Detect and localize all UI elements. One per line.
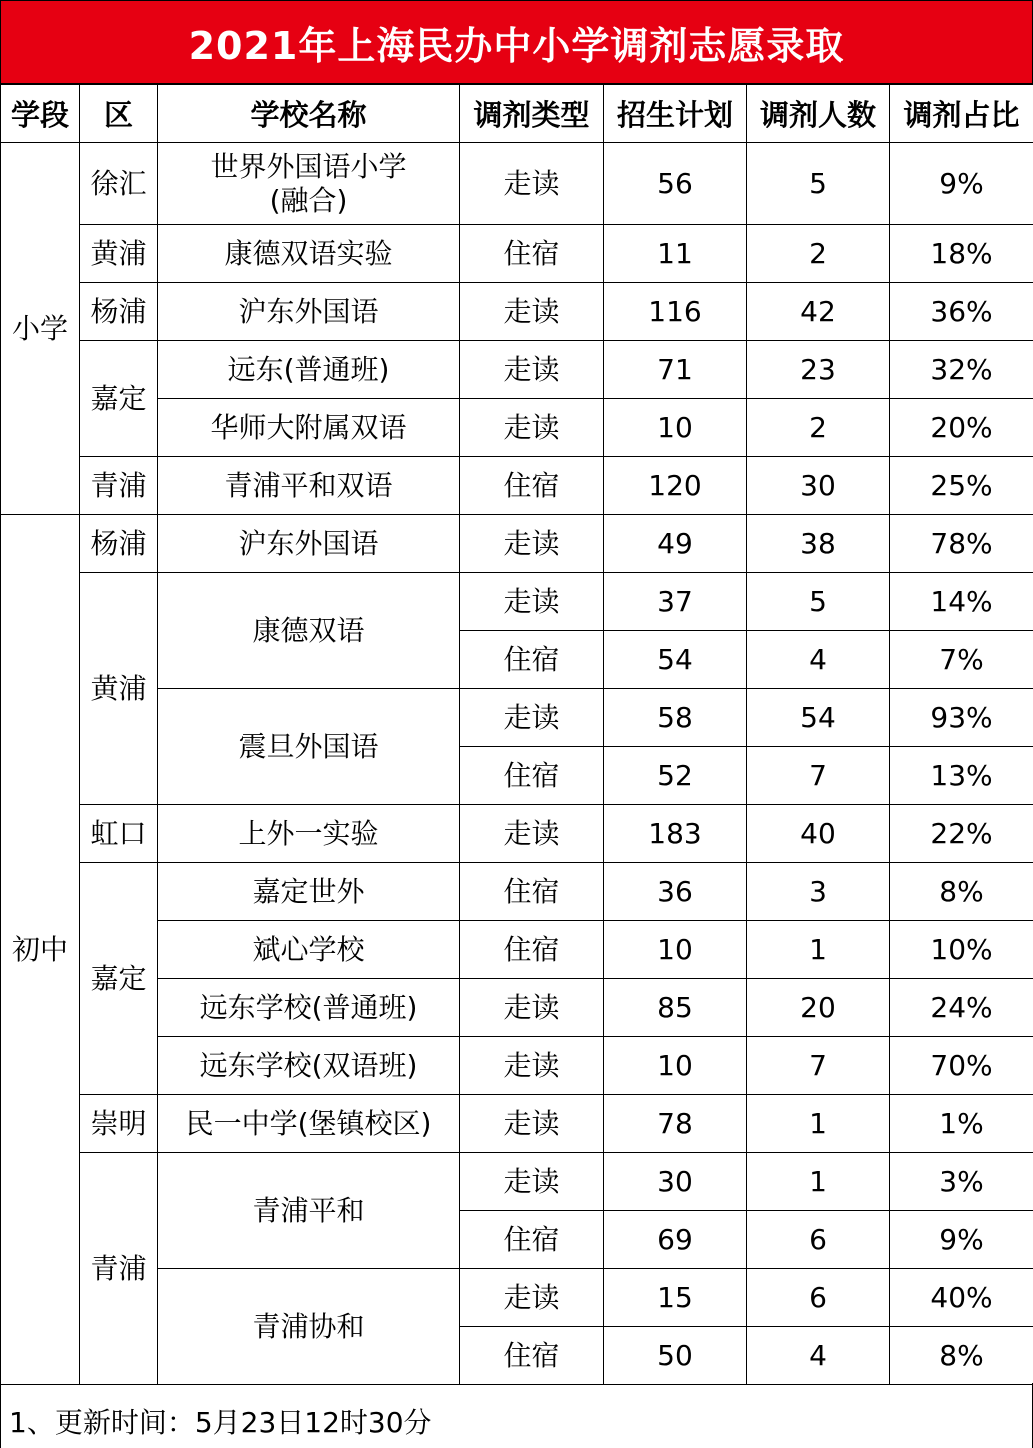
school-cell: 震旦外国语 [158,689,460,805]
ratio-cell: 8% [890,863,1033,921]
count-cell: 4 [747,631,890,689]
type-cell: 住宿 [460,1327,604,1385]
ratio-cell: 93% [890,689,1033,747]
district-cell: 黄浦 [80,573,158,805]
ratio-cell: 24% [890,979,1033,1037]
count-cell: 7 [747,1037,890,1095]
table-row [1,515,1033,573]
count-cell: 23 [747,341,890,399]
count-cell: 2 [747,225,890,283]
school-cell: 康德双语 [158,573,460,689]
table-row [1,1153,1033,1211]
table-row [1,863,1033,921]
header-stage: 学段 [1,85,80,143]
school-cell: 民一中学(堡镇校区) [158,1095,460,1153]
type-cell: 走读 [460,399,604,457]
ratio-cell: 9% [890,143,1033,225]
plan-cell: 183 [604,805,747,863]
school-cell: 青浦协和 [158,1269,460,1385]
district-cell: 徐汇 [80,143,158,225]
type-cell: 住宿 [460,747,604,805]
ratio-cell: 10% [890,921,1033,979]
plan-cell: 120 [604,457,747,515]
ratio-cell: 18% [890,225,1033,283]
count-cell: 38 [747,515,890,573]
plan-cell: 54 [604,631,747,689]
plan-cell: 10 [604,921,747,979]
plan-cell: 69 [604,1211,747,1269]
school-cell: 远东学校(普通班) [158,979,460,1037]
district-cell: 嘉定 [80,341,158,457]
plan-cell: 15 [604,1269,747,1327]
ratio-cell: 7% [890,631,1033,689]
table-row [1,1095,1033,1153]
plan-cell: 49 [604,515,747,573]
type-cell: 走读 [460,689,604,747]
count-cell: 6 [747,1211,890,1269]
header-school: 学校名称 [158,85,460,143]
ratio-cell: 13% [890,747,1033,805]
plan-cell: 52 [604,747,747,805]
stage-cell: 小学 [1,143,80,515]
count-cell: 42 [747,283,890,341]
type-cell: 走读 [460,341,604,399]
ratio-cell: 70% [890,1037,1033,1095]
district-cell: 青浦 [80,457,158,515]
header-plan: 招生计划 [604,85,747,143]
table-title: 2021年上海民办中小学调剂志愿录取 [0,0,1033,84]
ratio-cell: 78% [890,515,1033,573]
table-row [1,573,1033,631]
count-cell: 20 [747,979,890,1037]
count-cell: 1 [747,1153,890,1211]
type-cell: 走读 [460,979,604,1037]
school-name-line: (融合) [269,183,348,217]
school-cell: 上外一实验 [158,805,460,863]
count-cell: 7 [747,747,890,805]
school-cell: 沪东外国语 [158,283,460,341]
ratio-cell: 32% [890,341,1033,399]
district-cell: 崇明 [80,1095,158,1153]
count-cell: 5 [747,143,890,225]
type-cell: 走读 [460,805,604,863]
type-cell: 走读 [460,573,604,631]
school-cell: 青浦平和双语 [158,457,460,515]
district-cell: 杨浦 [80,515,158,573]
header-type: 调剂类型 [460,85,604,143]
header-count: 调剂人数 [747,85,890,143]
plan-cell: 50 [604,1327,747,1385]
ratio-cell: 3% [890,1153,1033,1211]
type-cell: 住宿 [460,225,604,283]
header-district: 区 [80,85,158,143]
plan-cell: 36 [604,863,747,921]
school-cell: 华师大附属双语 [158,399,460,457]
plan-cell: 116 [604,283,747,341]
table-row [1,341,1033,399]
district-cell: 杨浦 [80,283,158,341]
plan-cell: 11 [604,225,747,283]
type-cell: 走读 [460,1095,604,1153]
plan-cell: 85 [604,979,747,1037]
stage-cell: 初中 [1,515,80,1385]
ratio-cell: 20% [890,399,1033,457]
plan-cell: 30 [604,1153,747,1211]
count-cell: 6 [747,1269,890,1327]
ratio-cell: 1% [890,1095,1033,1153]
admission-table [0,84,1033,1385]
ratio-cell: 9% [890,1211,1033,1269]
school-name-line: 世界外国语小学 [210,149,407,183]
school-cell: 斌心学校 [158,921,460,979]
count-cell: 3 [747,863,890,921]
count-cell: 30 [747,457,890,515]
type-cell: 住宿 [460,1211,604,1269]
school-cell [158,143,460,225]
update-time-note: 1、更新时间：5月23日12时30分 [0,1383,1033,1448]
count-cell: 4 [747,1327,890,1385]
table-row [1,805,1033,863]
count-cell: 1 [747,1095,890,1153]
table-row [1,283,1033,341]
table-row [1,225,1033,283]
school-cell: 沪东外国语 [158,515,460,573]
ratio-cell: 22% [890,805,1033,863]
plan-cell: 71 [604,341,747,399]
type-cell: 走读 [460,283,604,341]
ratio-cell: 8% [890,1327,1033,1385]
school-cell: 远东(普通班) [158,341,460,399]
plan-cell: 78 [604,1095,747,1153]
plan-cell: 58 [604,689,747,747]
district-cell: 虹口 [80,805,158,863]
count-cell: 54 [747,689,890,747]
ratio-cell: 36% [890,283,1033,341]
plan-cell: 10 [604,1037,747,1095]
count-cell: 5 [747,573,890,631]
type-cell: 住宿 [460,457,604,515]
table-row [1,143,1033,225]
header-ratio: 调剂占比 [890,85,1033,143]
type-cell: 住宿 [460,863,604,921]
school-cell: 嘉定世外 [158,863,460,921]
ratio-cell: 14% [890,573,1033,631]
plan-cell: 10 [604,399,747,457]
type-cell: 走读 [460,143,604,225]
type-cell: 走读 [460,1269,604,1327]
plan-cell: 56 [604,143,747,225]
type-cell: 走读 [460,1037,604,1095]
school-cell: 康德双语实验 [158,225,460,283]
type-cell: 住宿 [460,631,604,689]
school-cell: 远东学校(双语班) [158,1037,460,1095]
type-cell: 走读 [460,515,604,573]
ratio-cell: 40% [890,1269,1033,1327]
district-cell: 黄浦 [80,225,158,283]
ratio-cell: 25% [890,457,1033,515]
count-cell: 1 [747,921,890,979]
school-cell: 青浦平和 [158,1153,460,1269]
district-cell: 嘉定 [80,863,158,1095]
table-row [1,457,1033,515]
count-cell: 40 [747,805,890,863]
type-cell: 住宿 [460,921,604,979]
plan-cell: 37 [604,573,747,631]
count-cell: 2 [747,399,890,457]
header-row [1,85,1033,143]
district-cell: 青浦 [80,1153,158,1385]
type-cell: 走读 [460,1153,604,1211]
